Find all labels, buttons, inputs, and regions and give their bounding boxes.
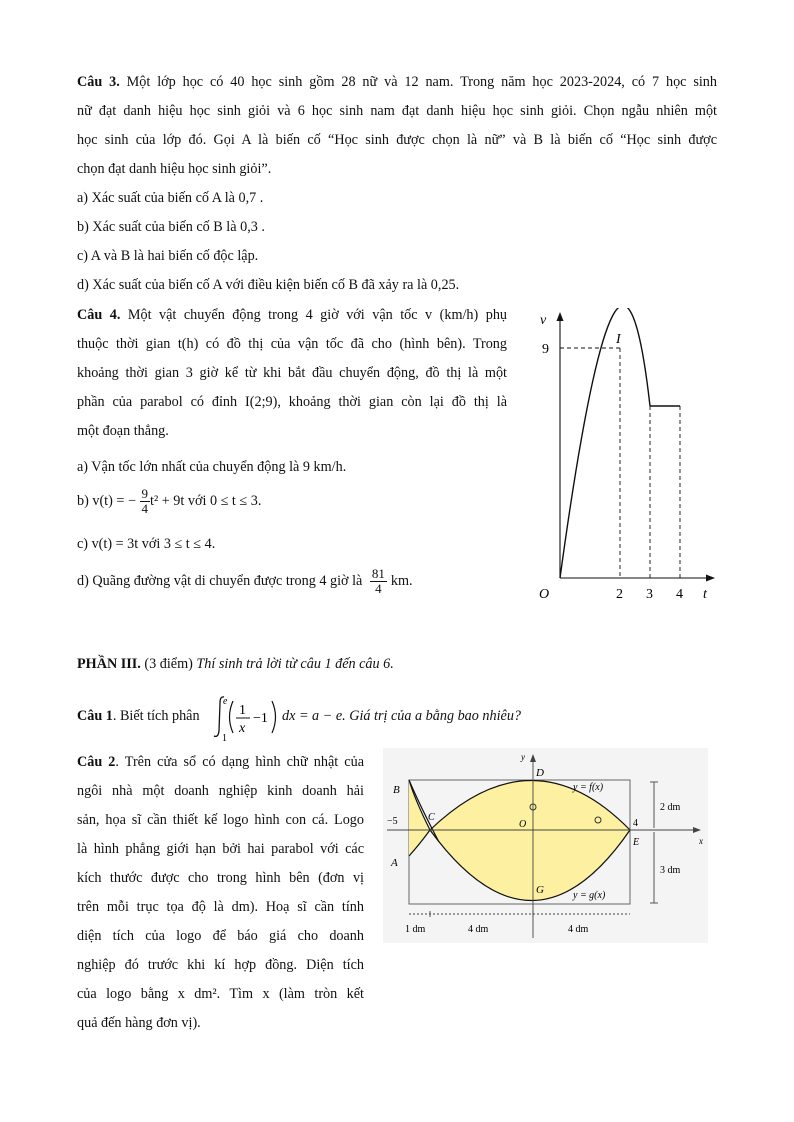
c2-line-1: Câu 2. Trên cửa sổ có dạng hình chữ nhật của [77,754,364,770]
c2-line-2: ngôi nhà một doanh nghiệp kinh doanh hải [77,783,364,799]
label-2dm: 2 dm [660,802,681,813]
t-label: t [703,587,707,602]
label-neg5: −5 [387,816,398,827]
c2-line-3: sản, họa sĩ cần thiết kế logo hình con cá. Logo [77,812,364,828]
q3-option-a: a) Xác suất của biến cố A là 0,7 . [77,190,264,206]
fish-logo-figure [383,748,708,943]
y-tick-9: 9 [542,342,549,357]
v-label: v [540,313,547,328]
q3-label: Câu 3. [77,74,120,90]
c2-line-5: kích thước được cho trong hình bên (đơn vị [77,870,364,886]
part-3-instruction: Thí sinh trả lời từ câu 1 đến câu 6. [196,656,394,672]
q3-line-4: chọn đạt danh hiệu học sinh giỏi”. [77,161,272,177]
label-C: C [428,812,435,823]
t-axis-arrow [706,575,715,582]
c1-rest: dx = a − e. Giá trị của a bằng bao nhiêu? [282,708,522,724]
q4-option-d: d) Quãng đường vật di chuyển được trong 4 giờ là $\frac{81}{4}$ km. [77,566,413,596]
label-pos4: 4 [633,818,638,829]
velocity-graph [525,308,725,603]
c1-label: Câu 1 [77,708,113,724]
q4-b-fraction: $\frac{9}{4}$ [141,486,148,516]
q4-option-c: c) v(t) = 3t với 3 ≤ t ≤ 4. [77,536,216,552]
question-1: Câu 1. Biết tích phân [77,708,200,724]
integral-lower: 1 [222,733,227,743]
q4-label: Câu 4. [77,307,121,323]
q4-option-b: b) v(t) = − $\frac{9}{4}$ t² + 9t với 0 ≤ t ≤ 3. [77,486,262,516]
c2-line-6: trên mỗi trục tọa độ là dm). Hoạ sĩ cần tính [77,899,364,915]
label-gx: y = g(x) [573,890,606,901]
part-3-title: PHẦN III. [77,656,141,672]
c2-line-4: là hình phẳng giới hạn bởi hai parabol với các [77,841,364,857]
q4-line-4: phần của parabol có đỉnh I(2;9), khoảng thời gian còn lại đồ thị là [77,394,507,410]
paren-right [272,701,276,733]
frac-x: x [239,721,246,736]
c2-line-8: nghiệp đó trước khi kí hợp đồng. Diện tích [77,957,364,973]
q4-line-3: khoảng thời gian 3 giờ kể từ khi bắt đầu chuyển động, đồ thị là một [77,365,507,381]
q3-line-2: nữ đạt danh hiệu học sinh giỏi và 6 học sinh nam đạt danh hiệu học sinh giỏi. Chọn ngẫu nhiên một [77,103,717,119]
frac-one: 1 [239,703,246,718]
q3-option-b: b) Xác suất của biến cố B là 0,3 . [77,219,265,235]
label-4dm-right: 4 dm [568,924,589,935]
parabol-curve [560,308,650,578]
q4-d-fraction: $\frac{81}{4}$ [371,566,385,596]
label-1dm: 1 dm [405,924,426,935]
c2-line-10: quả đến hàng đơn vị). [77,1015,201,1031]
label-fx: y = f(x) [573,782,604,793]
x-tick-2: 2 [616,587,623,602]
label-O: O [519,819,527,830]
paren-left [230,701,234,733]
c2-line-9: của logo bằng x dm². Tìm x (làm tròn kết [77,986,364,1002]
label-y: y [521,752,525,762]
origin-label: O [539,587,550,602]
c2-label: Câu 2 [77,754,116,770]
c2-line-7: diện tích của logo để báo giá cho doanh [77,928,364,944]
x-tick-4: 4 [676,587,683,602]
q4-line-2: thuộc thời gian t(h) có đồ thị của vận tốc đã cho (hình bên). Trong [77,336,507,352]
q4-option-a: a) Vận tốc lớn nhất của chuyển động là 9 km/h. [77,459,347,475]
q3-option-d: d) Xác suất của biến cố A với điều kiện biến cố B đã xảy ra là 0,25. [77,277,460,293]
q3-line-3: học sinh của lớp đó. Gọi A là biến cố “Học sinh được chọn là nữ” và B là biến cố “Học sinh được [77,132,717,148]
vertex-label: I [616,332,621,347]
label-4dm-left: 4 dm [468,924,489,935]
label-x: x [699,836,703,846]
v-axis-arrow [557,312,564,321]
q4-line-5: một đoạn thẳng. [77,423,169,439]
label-E: E [633,837,640,848]
x-tick-3: 3 [646,587,653,602]
q3-option-c: c) A và B là hai biến cố độc lập. [77,248,259,264]
q3-line-1: Câu 3. Một lớp học có 40 học sinh gồm 28 nữ và 12 nam. Trong năm học 2023-2024, có 7 học sinh [77,74,717,90]
part-3-heading: PHẦN III. (3 điểm) Thí sinh trả lời từ câu 1 đến câu 6. [77,656,394,672]
label-G: G [536,884,544,896]
label-3dm: 3 dm [660,865,681,876]
label-A: A [391,857,398,869]
label-D: D [536,767,544,779]
minus-one: −1 [253,711,268,726]
q4-line-1: Câu 4. Một vật chuyển động trong 4 giờ với vận tốc v (km/h) phụ [77,307,508,323]
label-B: B [393,784,400,796]
integral-upper: e [223,696,228,707]
